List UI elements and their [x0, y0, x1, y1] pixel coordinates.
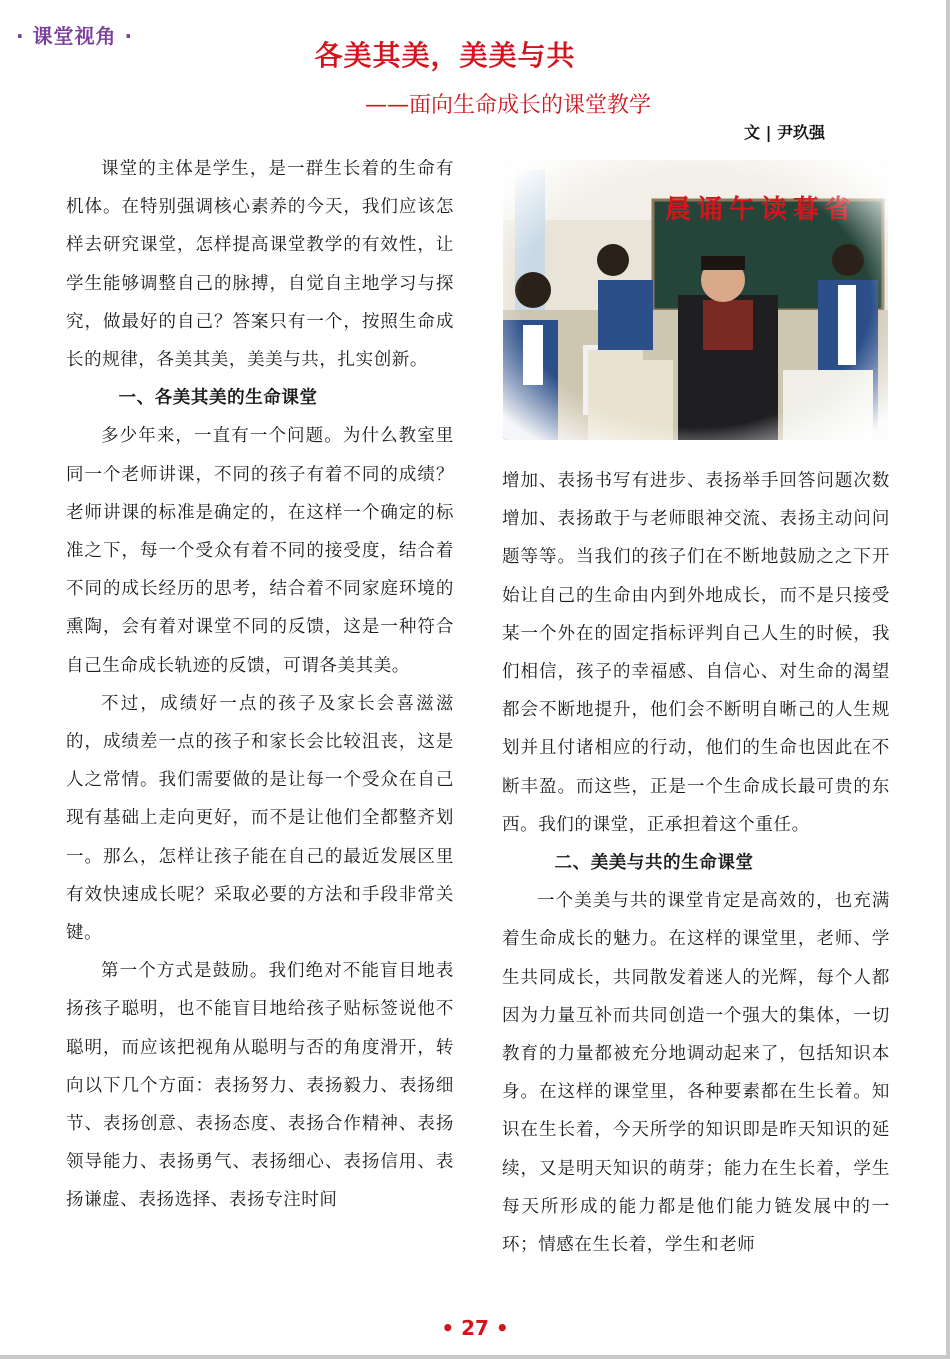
article-title: 各美其美，美美与共 — [314, 39, 576, 72]
section-tag: · 课堂视角 · — [16, 24, 134, 48]
body-paragraph: 不过，成绩好一点的孩子及家长会喜滋滋的，成绩差一点的孩子和家长会比较沮丧，这是人之常情。我们需要做的是让每一个受众在自己现有基础上走向更好，而不是让他们全都整齐划一。那么，怎样让孩子能在自己的最近发展区里有效快速成长呢？采取必要的方法和手段非常关键。 — [66, 693, 454, 944]
intro-paragraph: 课堂的主体是学生，是一群生长着的生命有机体。在特别强调核心素养的今天，我们应该怎样去研究课堂，怎样提高课堂教学的有效性，让学生能够调整自己的脉搏，自觉自主地学习与探究，做最好的自己？答案只有一个，按照生命成长的规律，各美其美，美美与共，扎实创新。 — [66, 159, 454, 371]
author-byline: 文 | 尹玖强 — [744, 123, 825, 142]
body-paragraph: 一个美美与共的课堂肯定是高效的，也充满着生命成长的魅力。在这样的课堂里，老师、学生共同成长，共同散发着迷人的光辉，每个人都因为力量互补而共同创造一个强大的集体，一切教育的力量都被充分地调动起来了，包括知识本身。在这样的课堂里，各种要素都在生长着。知识在生长着，今天所学的知识即是昨天知识的延续，又是明天知识的萌芽；能力在生长着，学生每天所形成的能力都是他们能力链发展中的一环；情感在生长着，学生和老师 — [502, 891, 890, 1256]
classroom-photo — [503, 160, 888, 440]
left-column — [66, 150, 454, 1220]
section-heading-1: 一、各美其美的生命课堂 — [118, 388, 318, 409]
body-paragraph: 第一个方式是鼓励。我们绝对不能盲目地表扬孩子聪明，也不能盲目地给孩子贴标签说他不聪明，而应该把视角从聪明与否的角度滑开，转向以下几个方面：表扬努力、表扬毅力、表扬细节、表扬创意、表扬态度、表扬合作精神、表扬领导能力、表扬勇气、表扬细心、表扬信用、表扬谦虚、表扬选择、表扬专注时间 — [66, 961, 454, 1211]
section-heading-2: 二、美美与共的生命课堂 — [554, 853, 754, 874]
page-number: • 27 • — [441, 1316, 509, 1340]
article-subtitle: ——面向生命成长的课堂教学 — [365, 93, 652, 118]
body-paragraph: 多少年来，一直有一个问题。为什么教室里同一个老师讲课，不同的孩子有着不同的成绩？老师讲课的标准是确定的，在这样一个确定的标准之下，每一个受众有着不同的接受度，结合着不同的成长经历的思考，结合着不同家庭环境的熏陶，会有着对课堂不同的反馈，这是一种符合自己生命成长轨迹的反馈，可谓各美其美。 — [66, 426, 454, 676]
right-column — [502, 462, 890, 1264]
body-paragraph: 增加、表扬书写有进步、表扬举手回答问题次数增加、表扬敢于与老师眼神交流、表扬主动问问题等等。当我们的孩子们在不断地鼓励之之下开始让自己的生命由内到外地成长，而不是只接受某一个外在的固定指标评判自己人生的时候，我们相信，孩子的幸福感、自信心、对生命的渴望都会不断地提升，他们会不断明自晰己的人生规划并且付诸相应的行动，他们的生命也因此在不断丰盈。而这些，正是一个生命成长最可贵的东西。我们的课堂，正承担着这个重任。 — [502, 471, 890, 835]
